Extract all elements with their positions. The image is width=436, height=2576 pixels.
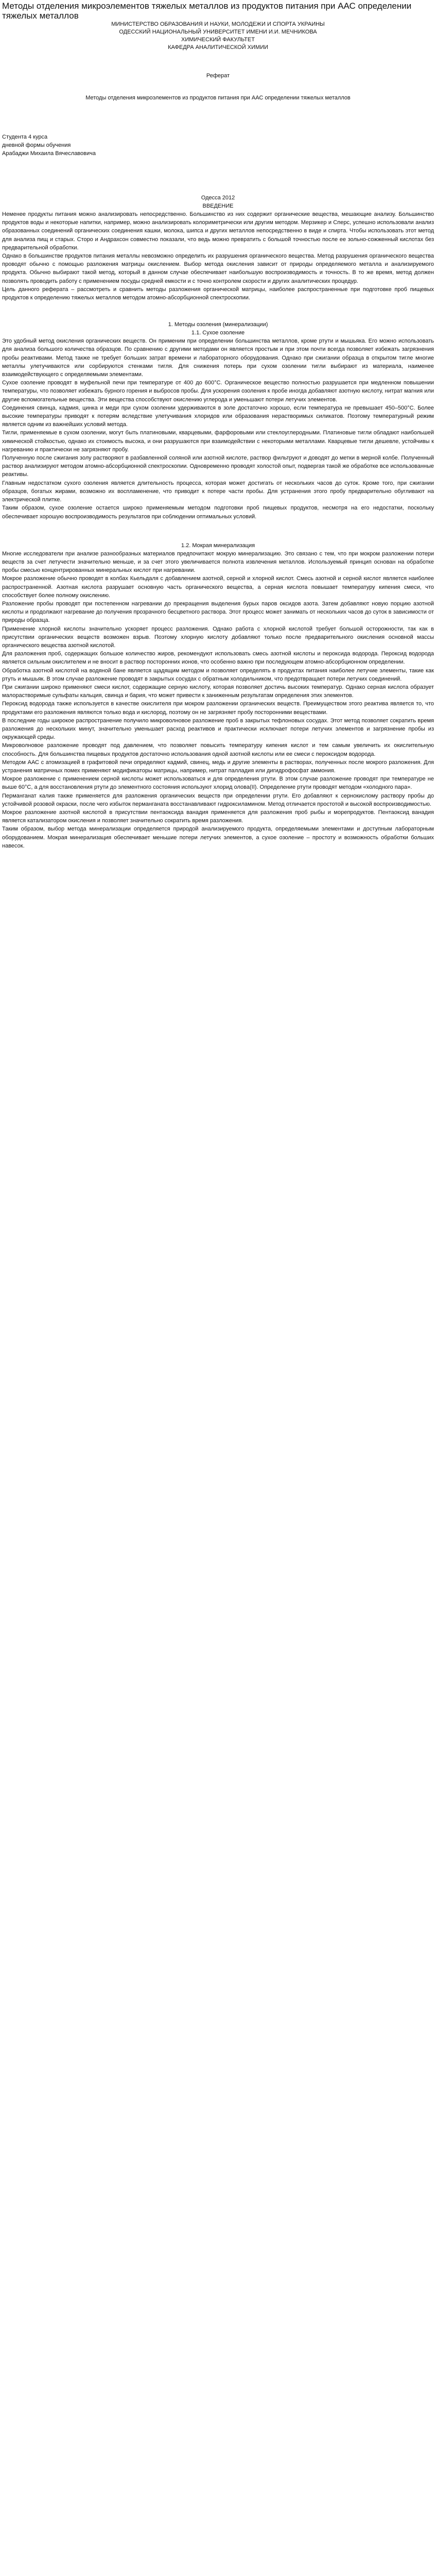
section-heading: 1. Методы озоления (минерализации): [168, 321, 268, 328]
body-paragraph: Многие исследователи при анализе разнообразных материалов предпочитают мокрую минерализацию. Это связано с тем, что при мокром разложении потери веществ за счет летучести значительно меньше, и за счет этого увеличивается полнота извлечения металлов. Используемый принцип основан на обработке пробы смесью концентрированных минеральных кислот при нагревании.: [2, 550, 434, 574]
intro-paragraph: Неменее продукты питания можно анализировать непосредственно. Большинство из них содержит органические вещества, мешающие анализу. Большинство продуктов воды и некоторые напитки, например, можно анализировать колориметрически или другим методом. Мерзикер и Сперс, успешно использовали анализ образованных соединений органических соединения кашки, молока, шипса и других металлов непосредственно в виде и спирта. Чтобы использовать этот метод для анализа пищ и старых. Сторо и Андрахсон совместно показали, что ведь можно превратить с большой точностью после ее зольно-сожженный кислотах без предварительной обработки.: [2, 211, 434, 251]
body-paragraph: Применение хлорной кислоты значительно ускоряет процесс разложения. Однако работа с хлорной кислотой требует большой осторожности, так как в присутствии органических веществ возможен взрыв. Поэтому хлорную кислоту добавляют только после предварительного окисления основной массы органического вещества азотной кислотой.: [2, 625, 434, 649]
body-paragraph: Мокрое разложение азотной кислотой в присутствии пентаоксида ванадия применяется для разложения проб рыбы и морепродуктов. Пентаоксид ванадия является катализатором окисления и позволяет значительно сократить время разложения.: [2, 809, 434, 824]
subsection-heading: 1.2. Мокрая минерализация: [181, 542, 255, 549]
city-year: Одесса 2012: [201, 195, 235, 201]
body-paragraph: Таким образом, выбор метода минерализации определяется природой анализируемого продукта, определяемыми элементами и доступным лабораторным оборудованием. Мокрая минерализация обеспечивает меньшие потери летучих элементов, а сухое озоление – простоту и возможность обработки больших навесок.: [2, 826, 434, 849]
body-paragraph: Обработка азотной кислотой на водяной бане является щадящим методом и позволяет определять в продуктах питания наиболее летучие элементы, такие как ртуть и мышьяк. В этом случае разложение проводят в закрытых сосудах с обратным холодильником, что предотвращает потери летучих соединений.: [2, 667, 434, 682]
faculty-line: ХИМИЧЕСКИЙ ФАКУЛЬТЕТ: [181, 37, 255, 43]
intro-heading: ВВЕДЕНИЕ: [202, 203, 234, 209]
body-paragraph: Пероксид водорода также используется в качестве окислителя при мокром разложении органических веществ. Преимуществом этого реактива является то, что продуктами его разложения являются только вода и кислород, поэтому он не загрязняет пробу посторонними веществами.: [2, 701, 434, 716]
author-line-3: Арабаджи Михаила Вячеславовича: [2, 150, 96, 157]
body-paragraph: Таким образом, сухое озоление остается широко применяемым методом подготовки проб пищевых продуктов, несмотря на его недостатки, поскольку обеспечивает хорошую воспроизводимость результатов при соблюдении оптимальных условий.: [2, 505, 434, 520]
intro-paragraph: Однако в большинстве продуктов питания металлы невозможно определить их разрушения органического вещества. Метод разрушения органического вещества проводят обычно с помощью разложения матрицы окислением. Выбор метода окисления зависит от природы определяемого металла и анализируемого продукта. Обычно выбирают такой метод, который в данном случае обеспечивает наибольшую воспроизводимость и точность. В то же время, метод должен позволять проводить работу с применением посуды средней емкости и с точно контролем скорости и других аналитических процедур.: [2, 253, 434, 284]
subsection-heading: 1.1. Сухое озоление: [191, 330, 245, 336]
author-line-1: Студента 4 курса: [2, 134, 48, 140]
body-paragraph: Главным недостатком сухого озоления является длительность процесса, которая может достигать от нескольких часов до суток. Кроме того, при сжигании образцов, богатых жирами, возможно их воспламенение, что приводит к потере части пробы. Для устранения этого пробу предварительно обугливают на электрической плитке.: [2, 480, 434, 503]
body-paragraph: Полученную после сжигания золу растворяют в разбавленной соляной или азотной кислоте, раствор фильтруют и доводят до метки в мерной колбе. Полученный раствор анализируют методом атомно-абсорбционной спектроскопии. Одновременно проводят холостой опыт, подвергая такой же обработке все использованные реактивы.: [2, 455, 434, 478]
university-line: ОДЕССКИЙ НАЦИОНАЛЬНЫЙ УНИВЕРСИТЕТ ИМЕНИ И.И. МЕЧНИКОВА: [119, 29, 317, 35]
body-paragraph: Микроволновое разложение проводят под давлением, что позволяет повысить температуру кипения кислот и тем самым увеличить их окислительную способность. Для большинства пищевых продуктов достаточно использования одной азотной кислоты или ее смеси с пероксидом водорода.: [2, 742, 434, 757]
department-line: КАФЕДРА АНАЛИТИЧЕСКОЙ ХИМИИ: [168, 44, 268, 50]
ministry-line: МИНИСТЕРСТВО ОБРАЗОВАНИЯ И НАУКИ, МОЛОДЕЖИ И СПОРТА УКРАИНЫ: [111, 21, 325, 27]
page-title: Методы отделения микроэлементов тяжелых металлов из продуктов питания при ААС определении тяжелых металлов: [2, 1, 412, 21]
document: [2, 0, 434, 850]
topic: Методы отделения микроэлементов из продуктов питания при ААС определении тяжелых металлов: [85, 95, 351, 101]
body-paragraph: Разложение пробы проводят при постепенном нагревании до прекращения выделения бурых паров оксидов азота. Затем добавляют новую порцию азотной кислоты и продолжают нагревание до получения прозрачного бесцветного раствора. Этот процесс может занимать от нескольких часов до суток в зависимости от природы образца.: [2, 600, 434, 624]
body-paragraph: Сухое озоление проводят в муфельной печи при температуре от 400 до 600°С. Органическое вещество полностью разрушается при медленном повышении температуры, что позволяет избежать бурного горения и выбросов пробы. Для ускорения озоления к пробе иногда добавляют азотную кислоту, нитрат магния или другие вспомогательные вещества. Эти вещества способствуют окислению углерода и уменьшают потери летучих элементов.: [2, 380, 434, 403]
body-paragraph: Мокрое разложение обычно проводят в колбах Кьельдаля с добавлением азотной, серной и хлорной кислот. Смесь азотной и серной кислот является наиболее распространенной. Азотная кислота разрушает основную часть органического вещества, а серная кислота повышает температуру кипения смеси, что способствует более полному окислению.: [2, 575, 434, 599]
intro-paragraph: Цель данного реферата – рассмотреть и сравнить методы разложения органической матрицы, наиболее распространенные при подготовке проб пищевых продуктов к определению тяжелых металлов методом атомно-абсорбционной спектроскопии.: [2, 286, 434, 301]
author-line-2: дневной формы обучения: [2, 142, 71, 148]
body-paragraph: При сжигании широко применяют смеси кислот, содержащие серную кислоту, которая позволяет достичь высоких температур. Однако серная кислота образует малорастворимые сульфаты кальция, свинца и бария, что может привести к заниженным результатам определения этих элементов.: [2, 684, 434, 699]
body-paragraph: Для разложения проб, содержащих большое количество жиров, рекомендуют использовать смесь азотной кислоты и пероксида водорода. Пероксид водорода является сильным окислителем и не вносит в раствор посторонних ионов, что особенно важно при последующем атомно-абсорбционном определении.: [2, 651, 434, 666]
body-paragraph: Перманганат калия также применяется для разложения органических веществ при определении ртути. Его добавляют к сернокислому раствору пробы до устойчивой розовой окраски, после чего избыток перманганата восстанавливают гидроксиламином. Метод отличается простотой и высокой воспроизводимостью.: [2, 792, 434, 807]
body-paragraph: Соединения свинца, кадмия, цинка и меди при сухом озолении удерживаются в золе достаточно хорошо, если температура не превышает 450–500°С. Более высокие температуры приводят к потерям вследствие улетучивания хлоридов или образования нерастворимых силикатов. Поэтому температурный режим является одним из важнейших условий метода.: [2, 404, 434, 428]
body-paragraph: Методом ААС с атомизацией в графитовой печи определяют кадмий, свинец, медь и другие элементы в растворах, полученных после мокрого разложения. Для устранения матричных помех применяют модификаторы матрицы, например, нитрат палладия или дигидрофосфат аммония.: [2, 759, 434, 774]
body-paragraph: Это удобный метод окисления органических веществ. Он применим при определении большинства металлов, кроме ртути и мышьяка. Его можно использовать для анализа большого количества образцов. По сравнению с другими методами он является простым и при этом почти всегда позволяет избежать загрязнения пробы реактивами. Метод также не требует больших затрат времени и лабораторного оборудования. Однако при сжигании образца в открытом тигле многие металлы улетучиваются или сорбируются стенками тигля. Для снижения потерь при сухом озолении тигли выбирают из материала, наименее взаимодействующего с определяемыми элементами.: [2, 338, 434, 378]
doc-type: Реферат: [206, 73, 230, 79]
body-paragraph: В последние годы широкое распространение получило микроволновое разложение проб в закрытых тефлоновых сосудах. Этот метод позволяет сократить время разложения до нескольких минут, значительно уменьшает расход реактивов и практически исключает потери летучих элементов и загрязнение пробы из окружающей среды.: [2, 717, 434, 741]
body-paragraph: Тигли, применяемые в сухом озолении, могут быть платиновыми, кварцевыми, фарфоровыми или стеклоуглеродными. Платиновые тигли обладают наибольшей химической стойкостью, однако их стоимость высока, и они разрушаются при взаимодействии с некоторыми металлами. Кварцевые тигли дешевле, устойчивы к нагреванию и практически не загрязняют пробу.: [2, 430, 434, 453]
body-paragraph: Мокрое разложение с применением серной кислоты может использоваться и для определения ртути. В этом случае разложение проводят при температуре не выше 60°С, а для восстановления ртути до элементного состояния используют хлорид олова(II). Определение ртути проводят методом «холодного пара».: [2, 776, 434, 791]
